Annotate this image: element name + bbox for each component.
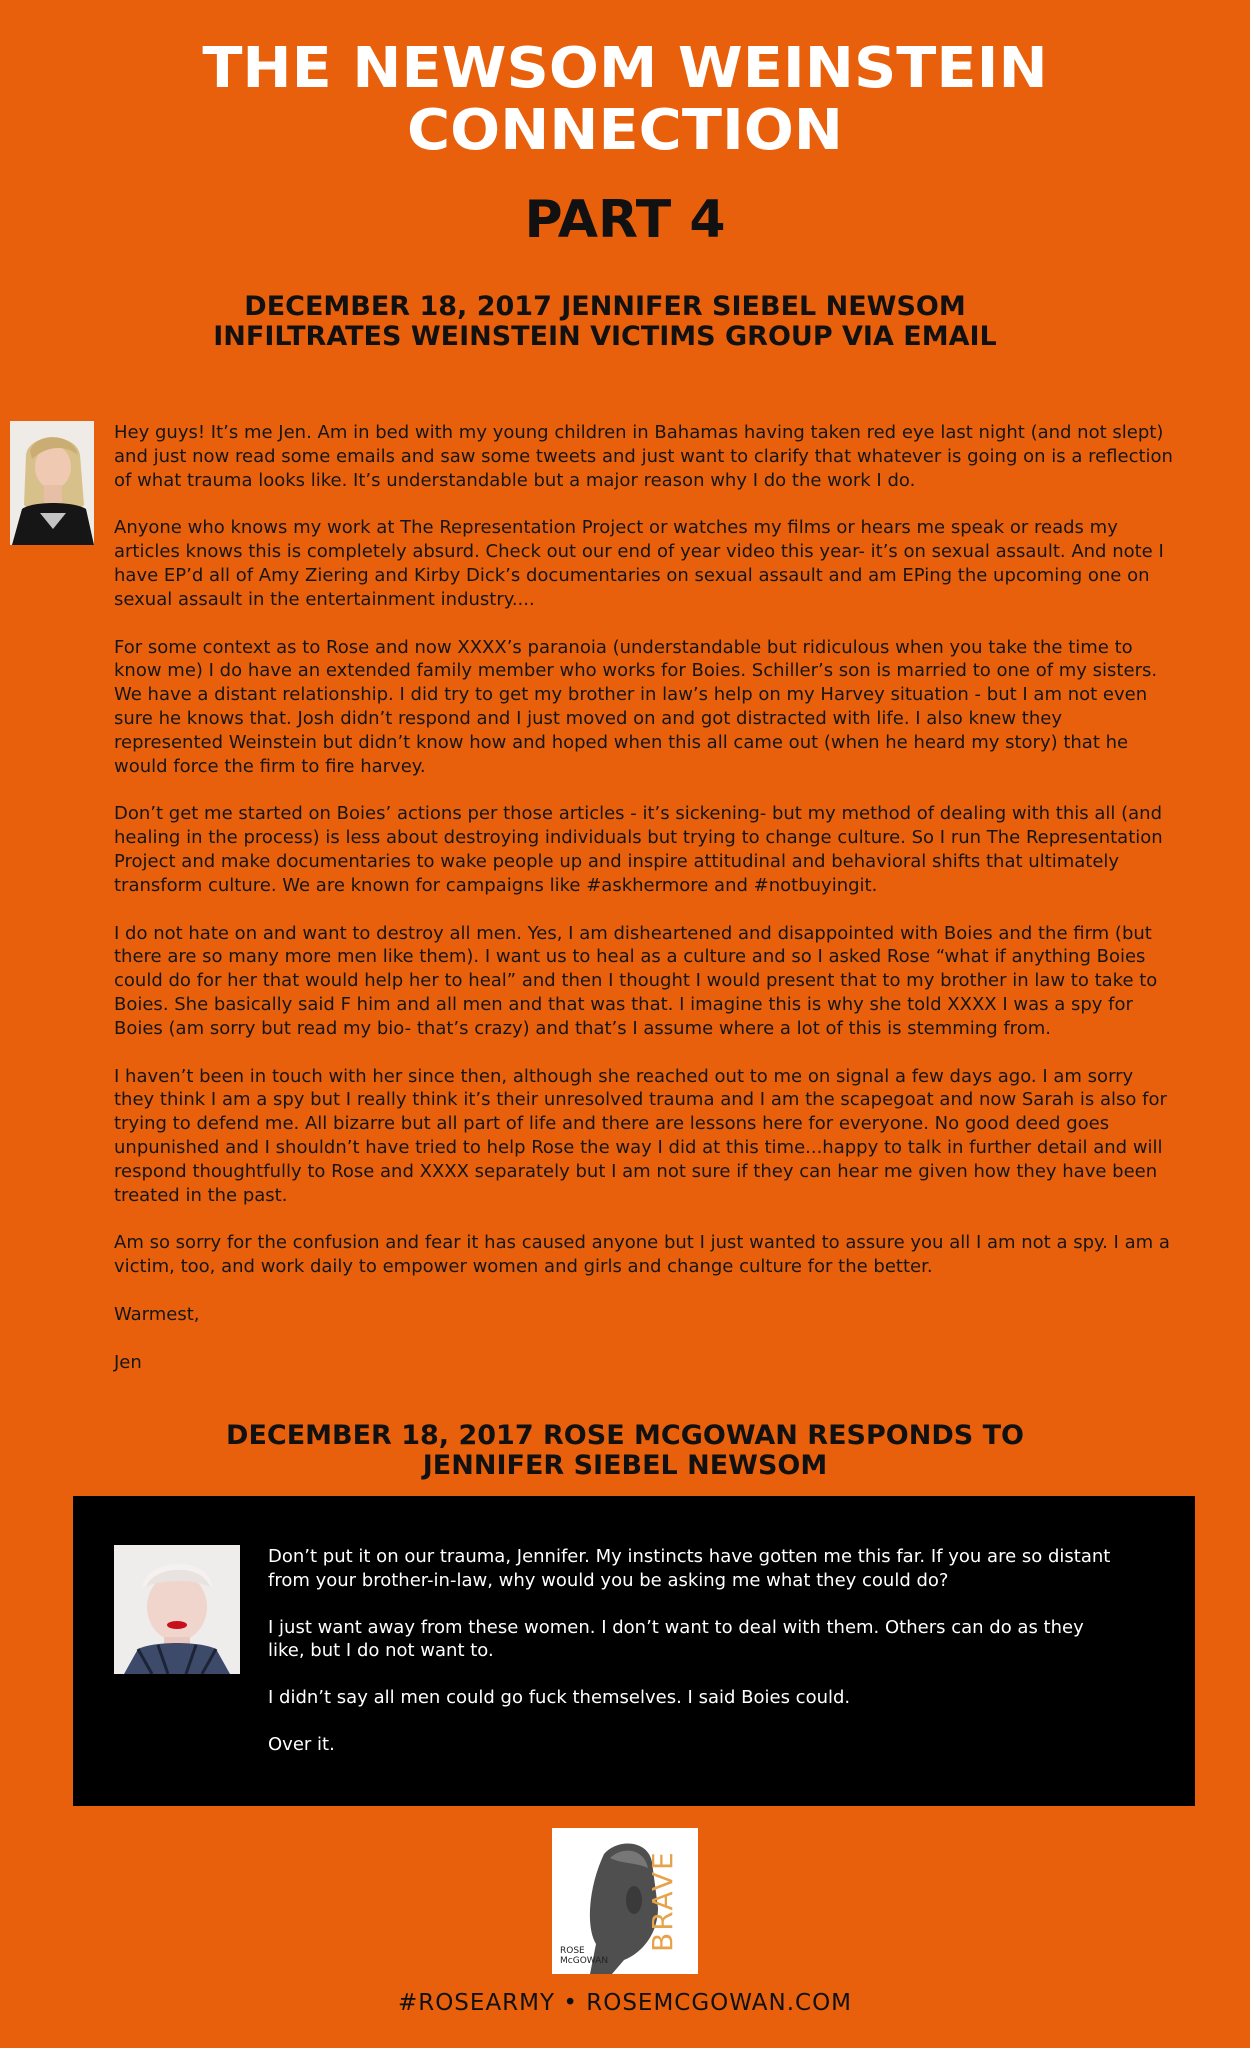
response-paragraph: Over it.	[268, 1733, 335, 1755]
email-paragraph: I haven’t been in touch with her since then, although she reached out to me on signal a few days ago. I am sorry they think I am a spy but I really think it’s their unresolved trauma and I am the scapegoat and now Sarah is also for trying to defend me. All bizarre but all part of life and there are lessons here for everyone. No good deed goes unpunished and I shouldn’t have tried to help Rose the way I did at this time...happy to talk in further detail and will respond thoughtfully to Rose and XXXX separately but I am not sure if they can hear me given how they have been treated in the past.	[114, 1065, 1167, 1206]
response-body	[268, 1545, 1118, 1780]
email-paragraph: Hey guys! It’s me Jen. Am in bed with my young children in Bahamas having taken red eye last night (and not slept) and just now read some emails and saw some tweets and just want to clarify that whatever is going on is a reflection of what trauma looks like. It’s understandable but a major reason why I do the work I do.	[114, 422, 1173, 491]
section-heading-response-line2: JENNIFER SIEBEL NEWSOM	[422, 1450, 828, 1481]
page-title-line2: CONNECTION	[406, 98, 844, 163]
section-heading-response	[0, 1421, 1250, 1481]
rose-portrait-image	[114, 1545, 240, 1674]
email-signoff: Warmest,	[114, 1303, 200, 1325]
response-paragraph: I just want away from these women. I don’t want to deal with them. Others can do as they like, but I do not want to.	[268, 1616, 1084, 1662]
email-paragraph: Anyone who knows my work at The Representation Project or watches my films or hears me speak or reads my articles knows this is completely absurd. Check out our end of year video this year- it’s on sexual assault. And note I have EP’d all of Amy Ziering and Kirby Dick’s documentaries on sexual assault and am EPing the upcoming one on sexual assault in the entertainment industry....	[114, 517, 1164, 610]
email-paragraph: I do not hate on and want to destroy all men. Yes, I am disheartened and disappointed with Boies and the firm (but there are so many more men like them). I want us to heal as a culture and so I asked Rose “what if anything Boies could do for her that would help her to heal” and then I thought I would present that to my brother in law to take to Boies. She basically said F him and all men and that was that. I imagine this is why she told XXXX I was a spy for Boies (am sorry but read my bio- that’s crazy) and that’s I assume where a lot of this is stemming from.	[114, 922, 1158, 1039]
part-label: PART 4	[524, 190, 726, 250]
email-signature: Jen	[114, 1351, 142, 1373]
email-paragraph: Don’t get me started on Boies’ actions per those articles - it’s sickening- but my method of dealing with this all (and healing in the process) is less about destroying individuals but trying to change culture. So I run The Representation Project and make documentaries to wake people up and inspire attitudinal and behavioral shifts that ultimately transform culture. We are known for campaigns like #askhermore and #notbuyingit.	[114, 803, 1163, 896]
jennifer-portrait-image	[10, 421, 94, 545]
email-body	[114, 421, 1174, 1399]
jennifer-portrait-illustration	[10, 421, 94, 545]
book-author-line1: ROSE	[560, 1946, 585, 1956]
response-paragraph: I didn’t say all men could go fuck themselves. I said Boies could.	[268, 1687, 851, 1709]
page-title	[0, 38, 1250, 162]
book-author-line2: McGOWAN	[560, 1956, 609, 1966]
book-title: BRAVE	[646, 1850, 679, 1952]
page-title-line1: THE NEWSOM WEINSTEIN	[202, 36, 1048, 101]
book-cover-image	[552, 1828, 698, 1974]
email-paragraph: Am so sorry for the confusion and fear it has caused anyone but I just wanted to assure you all I am not a spy. I am a victim, too, and work daily to empower women and girls and change culture for the better.	[114, 1232, 1170, 1278]
response-paragraph: Don’t put it on our trauma, Jennifer. My instincts have gotten me this far. If you are so distant from your brother-in-law, why would you be asking me what they could do?	[268, 1546, 1111, 1591]
email-paragraph: For some context as to Rose and now XXXX’s paranoia (understandable but ridiculous when you take the time to know me) I do have an extended family member who works for Boies. Schiller’s son is married to one of my sisters. We have a distant relationship. I did try to get my brother in law’s help on my Harvey situation - but I am not even sure he knows that. Josh didn’t respond and I just moved on and got distracted with life. I also knew they represented Weinstein but didn’t know how and hoped when this all came out (when he heard my story) that he would force the firm to fire harvey.	[114, 636, 1158, 777]
section-heading-response-line1: DECEMBER 18, 2017 ROSE MCGOWAN RESPONDS TO	[226, 1420, 1024, 1451]
section-heading-email-line2: INFILTRATES WEINSTEIN VICTIMS GROUP VIA EMAIL	[213, 321, 997, 352]
footer-links: #ROSEARMY • ROSEMCGOWAN.COM	[397, 1990, 853, 2016]
book-author	[560, 1946, 608, 1966]
section-heading-email	[0, 292, 1230, 352]
rose-portrait-illustration	[114, 1545, 240, 1674]
section-heading-email-line1: DECEMBER 18, 2017 JENNIFER SIEBEL NEWSOM	[244, 291, 966, 322]
